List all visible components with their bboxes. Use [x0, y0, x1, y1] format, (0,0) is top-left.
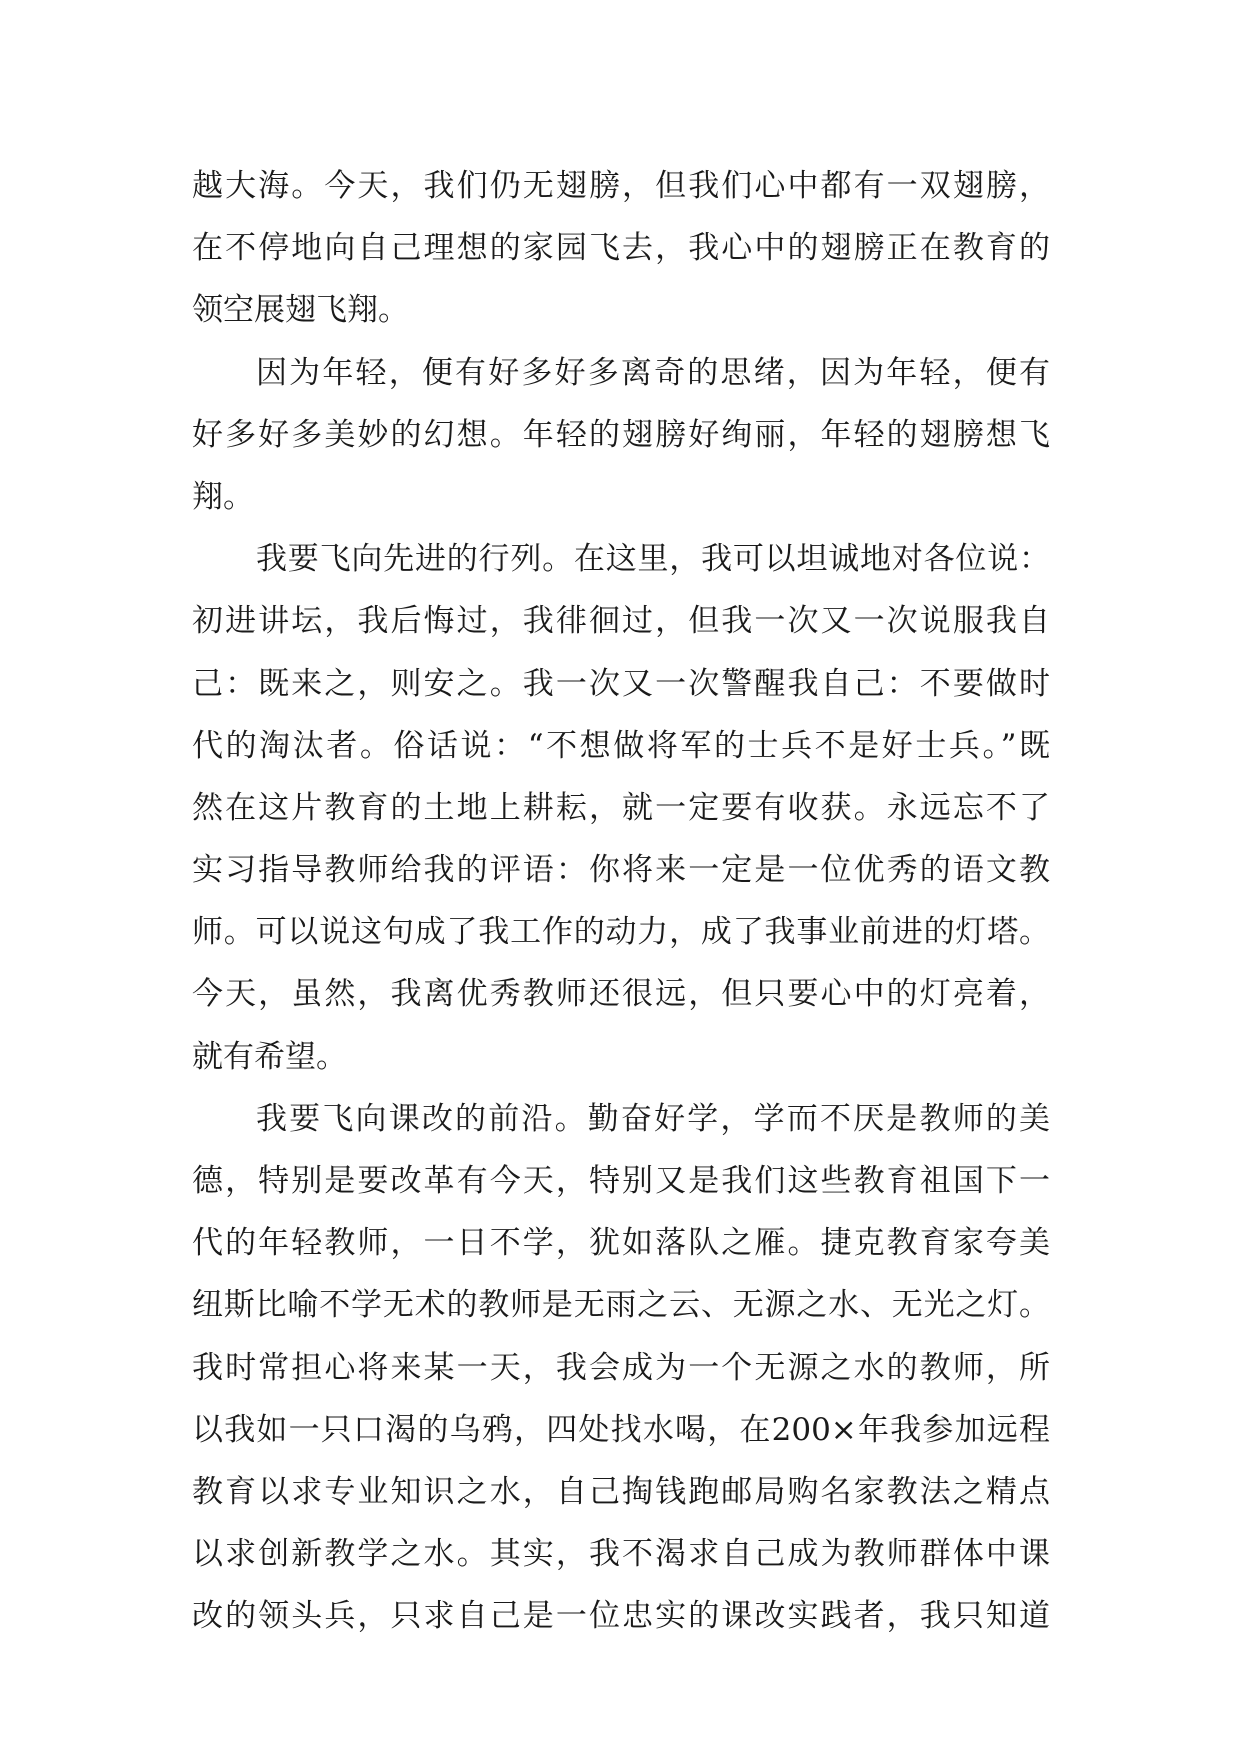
text-line: 然在这片教育的土地上耕耘，就一定要有收获。永远忘不了 [192, 789, 1050, 826]
text-line: 初进讲坛，我后悔过，我徘徊过，但我一次又一次说服我自 [192, 603, 1050, 640]
text-line: 代的年轻教师，一日不学，犹如落队之雁。捷克教育家夸美 [192, 1225, 1050, 1262]
text-line: 德，特别是要改革有今天，特别又是我们这些教育祖国下一 [192, 1163, 1050, 1199]
text-line: 我要飞向课改的前沿。勤奋好学，学而不厌是教师的美 [256, 1100, 1050, 1137]
text-line: 以求创新教学之水。其实，我不渴求自己成为教师群体中课 [192, 1536, 1050, 1573]
text-line: 我要飞向先进的行列。在这里，我可以坦诚地对各位说： [256, 541, 1050, 578]
text-line: 实习指导教师给我的评语：你将来一定是一位优秀的语文教 [192, 852, 1050, 889]
text-line: 就有希望。 [192, 1038, 347, 1075]
text-line: 我时常担心将来某一天，我会成为一个无源之水的教师，所 [192, 1349, 1050, 1386]
text-line: 纽斯比喻不学无术的教师是无雨之云、无源之水、无光之灯。 [192, 1287, 1050, 1324]
text-line: 教育以求专业知识之水，自己掏钱跑邮局购名家教法之精点 [192, 1473, 1050, 1510]
text-line: 以我如一只口渴的乌鸦，四处找水喝，在200×年我参加远程 [192, 1411, 1050, 1448]
body-text [192, 155, 1050, 1648]
text-line: 今天，虽然，我离优秀教师还很远，但只要心中的灯亮着， [192, 976, 1050, 1013]
text-line: 师。可以说这句成了我工作的动力，成了我事业前进的灯塔。 [192, 914, 1050, 951]
text-line: 越大海。今天，我们仍无翅膀，但我们心中都有一双翅膀， [192, 168, 1050, 204]
text-line: 因为年轻，便有好多好多离奇的思绪，因为年轻，便有 [256, 354, 1050, 391]
text-line: 己：既来之，则安之。我一次又一次警醒我自己：不要做时 [192, 665, 1050, 702]
text-line: 领空展翅飞翔。 [192, 292, 409, 329]
text-line: 好多好多美妙的幻想。年轻的翅膀好绚丽，年轻的翅膀想飞 [192, 416, 1050, 453]
text-line: 代的淘汰者。俗话说：“不想做将军的士兵不是好士兵。”既 [192, 727, 1050, 764]
text-line: 翔。 [192, 478, 254, 515]
text-line: 改的领头兵，只求自己是一位忠实的课改实践者，我只知道 [192, 1598, 1050, 1635]
text-line: 在不停地向自己理想的家园飞去，我心中的翅膀正在教育的 [192, 230, 1050, 267]
